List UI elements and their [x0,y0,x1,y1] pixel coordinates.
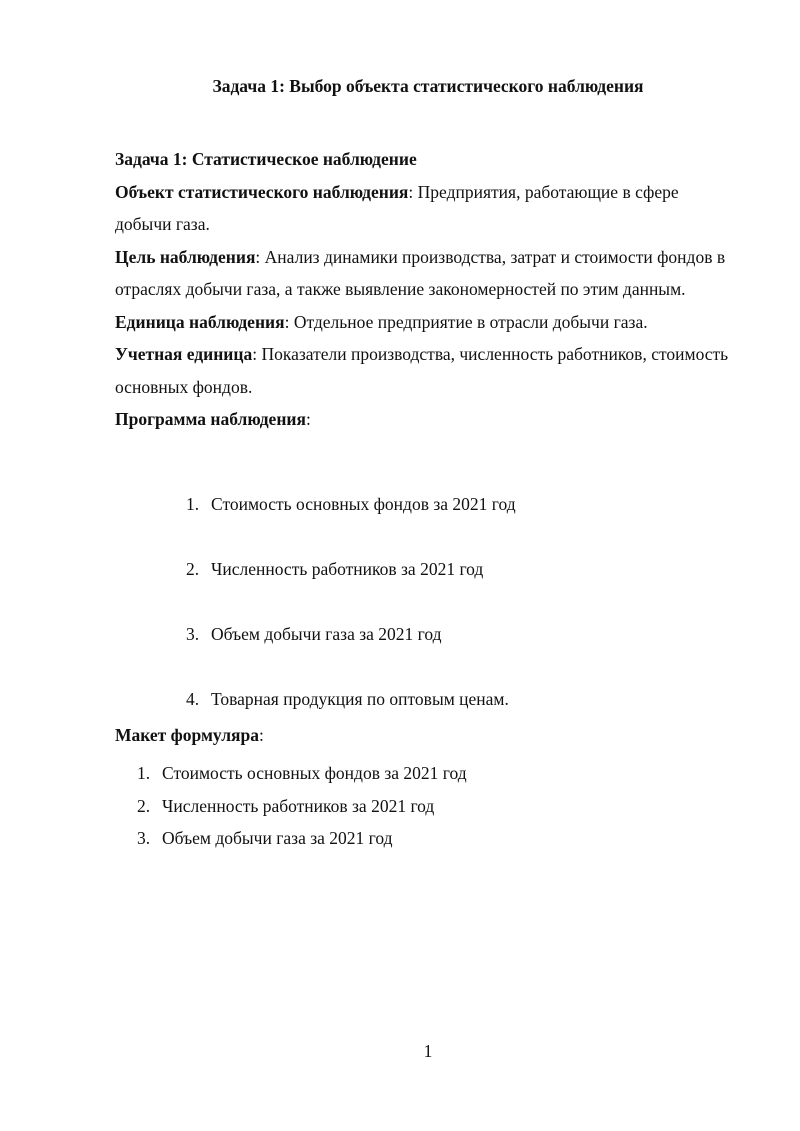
form-layout-colon: : [258,725,264,745]
list-item [137,790,467,823]
goal-text: : Анализ динамики производства, затрат и стоимости фондов в отраслях добычи газа, а также выявление закономерностей по этим данным. [115,246,726,299]
list-item-text: Объем добычи газа за 2021 год [162,828,393,848]
account-unit-paragraph [115,338,735,403]
form-layout-heading [115,725,264,746]
list-item [186,559,483,580]
list-item-number: 3. [137,828,151,848]
form-layout-list [137,757,467,855]
list-item [186,624,442,645]
unit-paragraph [115,306,735,339]
object-label: Объект статистического наблюдения [115,181,409,202]
list-item-number: 2. [137,795,151,816]
unit-label: Единица наблюдения [115,311,285,332]
object-paragraph [115,176,735,241]
list-item-text: Товарная продукция по оптовым ценам. [211,689,509,709]
list-item-text: Стоимость основных фондов за 2021 год [162,763,467,783]
page-title: Задача 1: Выбор объекта статистического наблюдения [212,76,644,96]
list-item-number: 4. [186,689,200,709]
account-unit-text: : Показатели производства, численность работников, стоимость основных фондов. [115,344,729,397]
list-item-text: Объем добычи газа за 2021 год [211,624,442,644]
list-item-number: 3. [186,624,200,644]
list-item-text: Численность работников за 2021 год [211,559,484,579]
document-body [115,143,735,436]
list-item-number: 1. [137,763,151,783]
section-heading: Задача 1: Статистическое наблюдение [115,149,417,169]
unit-text: : Отдельное предприятие в отрасли добычи газа. [284,311,648,332]
list-item-number: 2. [186,559,200,579]
goal-paragraph [115,241,735,306]
object-text: : Предприятия, работающие в сфере добычи газа. [115,181,679,234]
list-item-text: Численность работников за 2021 год [162,795,435,816]
account-unit-label: Учетная единица [115,344,253,364]
form-layout-label: Макет формуляра [115,725,259,745]
goal-label: Цель наблюдения [115,246,256,267]
page-number: 1 [423,1041,433,1061]
list-item [137,757,467,790]
list-item [186,494,516,515]
list-item [186,689,509,710]
list-item-text: Стоимость основных фондов за 2021 год [211,494,516,514]
list-item-number: 1. [186,494,200,514]
program-colon: : [305,409,311,429]
list-item [137,822,467,855]
program-heading [115,403,735,436]
program-label: Программа наблюдения [115,409,306,429]
